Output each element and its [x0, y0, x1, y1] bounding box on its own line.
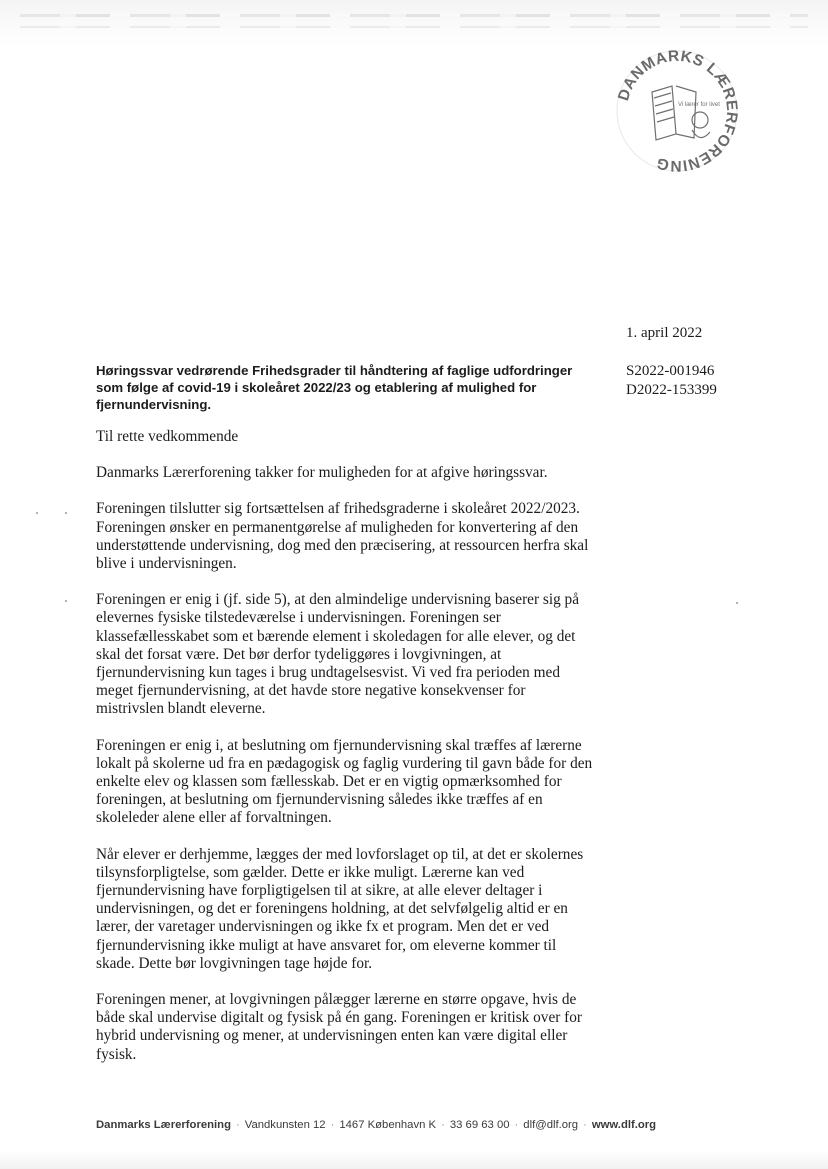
footer-city: 1467 København K: [339, 1119, 437, 1131]
seal-book-text: Vi lærer for livet: [678, 102, 720, 108]
reference-numbers: [626, 362, 717, 400]
margin-mark: [736, 602, 738, 604]
footer-email[interactable]: dlf@dlf.org: [523, 1119, 579, 1131]
document-date: 1. april 2022: [626, 325, 703, 341]
scan-artifact-bottom: [0, 1150, 828, 1169]
paragraph: Danmarks Lærerforening takker for muligheden for at afgive høringssvar.: [96, 464, 548, 482]
footer-phone: 33 69 63 00: [449, 1119, 510, 1131]
footer-website[interactable]: www.dlf.org: [591, 1119, 657, 1131]
case-number: S2022-001946: [626, 363, 715, 379]
footer-address: Vandkunsten 12: [244, 1119, 326, 1131]
letter-body: [96, 428, 596, 1082]
greeting: Til rette vedkommende: [96, 428, 239, 445]
paragraph: Når elever er derhjemme, lægges der med lovforslaget op til, at det er skolernes tilsynsforpligtelse, som gælder. Dette er ikke muligt. Lærerne kan ved fjernundervisning have forpligtigelsen til at sikre, at alle elever deltager i undervisningen, og det er foreningens holdning, at det selvfølgelig altid er en lærer, der varetager undervisningen og ikke fx et program. Men det er ved fjernundervisning ikke muligt at have ansvaret for, om eleverne kommer til skade. Dette bør lovgivningen tage højde for.: [96, 845, 584, 972]
footer-org: Danmarks Lærerforening: [96, 1119, 231, 1131]
paragraph: Foreningen mener, at lovgivningen pålægger lærerne en større opgave, hvis de både skal undervise digitalt og fysisk på én gang. Foreningen er kritisk over for hybrid undervisning og mener, at undervisningen enten kan være digital eller fysisk.: [96, 991, 582, 1063]
paragraph: Foreningen er enig i, at beslutning om fjernundervisning skal træffes af lærerne lokalt på skolerne ud fra en pædagogisk og faglig vurdering til gavn både for den enkelte elev og klassen som fællesskab. Det er en vigtig opmærksomhed for foreningen, at beslutning om fjernundervisning således ikke træffes af en skoleleder alene eller af forvaltningen.: [96, 736, 593, 827]
footer: Danmarks Lærerforening · Vandkunsten 12 · 1467 København K · 33 69 63 00 · dlf@dlf.org · www.dlf.org: [96, 1119, 657, 1131]
document-number: D2022-153399: [626, 382, 717, 398]
seal-ring-text: DANMARKS LÆRERFORENING: [615, 48, 740, 174]
dlf-seal-logo: [614, 48, 740, 174]
margin-mark: [65, 512, 67, 514]
subject-heading: Høringssvar vedrørende Frihedsgrader til håndtering af faglige udfordringer som følge af covid-19 i skoleåret 2022/23 og etablering af mulighed for fjernundervisning.: [96, 363, 573, 412]
paragraph: Foreningen er enig i (jf. side 5), at den almindelige undervisning baserer sig på elevernes fysiske tilstedeværelse i undervisningen. Foreningen ser klassefællesskabet som et bærende element i skoledagen for alle elever, og det skal det forsat være. Det bør derfor tydeliggøres i lovgivningen, at fjernundervisning kun tages i brug undtagelsesvist. Vi ved fra perioden med meget fjernundervisning, at det havde store negative konsekvenser for mistrivslen blandt eleverne.: [96, 591, 579, 718]
paragraph: Foreningen tilslutter sig fortsættelsen af frihedsgraderne i skoleåret 2022/2023. Foreningen ønsker en permanentgørelse af muligheden for konvertering af den understøttende undervisning, dog med den præcisering, at ressourcen herfra skal blive i undervisningen.: [96, 500, 589, 573]
margin-mark: [65, 600, 67, 602]
margin-mark: [36, 512, 38, 514]
scan-artifact-top: [0, 0, 828, 46]
seal-book-icon: [652, 86, 710, 140]
